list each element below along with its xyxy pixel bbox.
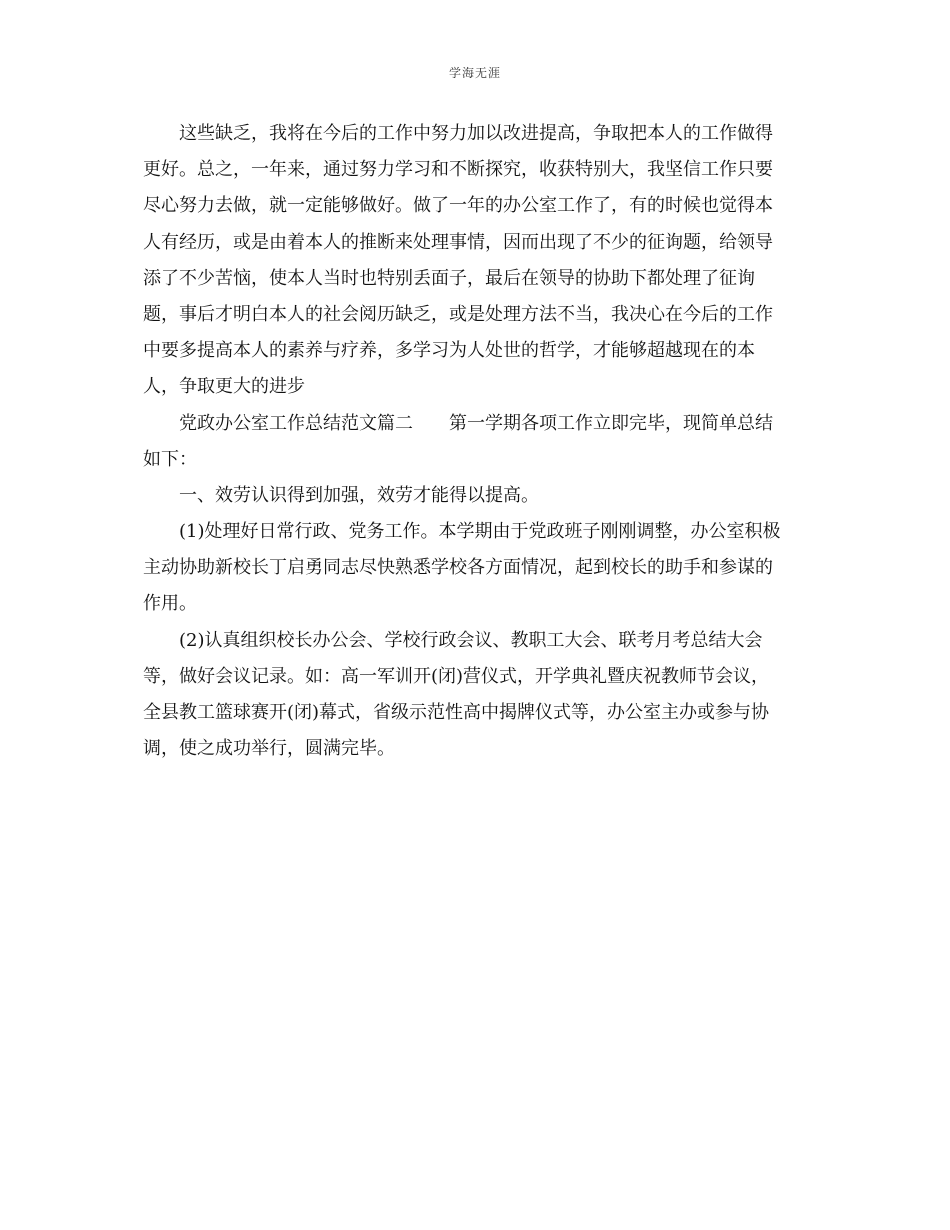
text-line: 人有经历，或是由着本人的推断来处理事情，因而出现了不少的征询题，给领导 xyxy=(143,231,773,253)
text-line: 调，使之成功举行，圆满完毕。 xyxy=(143,738,395,760)
section-heading-line: 一、效劳认识得到加强，效劳才能得以提高。 xyxy=(179,484,539,506)
text-line: 等，做好会议记录。如：高一军训开(闭)营仪式，开学典礼暨庆祝教师节会议， xyxy=(143,665,770,687)
text-line: 全县教工篮球赛开(闭)幕式，省级示范性高中揭牌仪式等，办公室主办或参与协 xyxy=(143,702,770,723)
document-body xyxy=(143,116,803,767)
text-line: 更好。总之，一年来，通过努力学习和不断探究，收获特别大，我坚信工作只要 xyxy=(143,159,773,181)
text-line: 中要多提高本人的素养与疗养，多学习为人处世的哲学，才能够超越现在的本 xyxy=(143,340,755,362)
section-heading-line: 党政办公室工作总结范文篇二 第一学期各项工作立即完毕，现简单总结 xyxy=(179,412,773,434)
text-line: 这些缺乏，我将在今后的工作中努力加以改进提高，争取把本人的工作做得 xyxy=(179,123,773,144)
text-line: (2)认真组织校长办公会、学校行政会议、教职工大会、联考月考总结大会 xyxy=(179,629,763,651)
text-line: 如下： xyxy=(143,448,197,470)
text-line: 主动协助新校长丁启勇同志尽快熟悉学校各方面情况，起到校长的助手和参谋的 xyxy=(143,557,773,579)
text-line: (1)处理好日常行政、党务工作。本学期由于党政班子刚刚调整，办公室积极 xyxy=(179,521,781,543)
text-line: 题，事后才明白本人的社会阅历缺乏，或是处理方法不当，我决心在今后的工作 xyxy=(143,303,773,325)
text-line: 作用。 xyxy=(143,593,197,615)
text-line: 尽心努力去做，就一定能够做好。做了一年的办公室工作了，有的时候也觉得本 xyxy=(143,195,773,217)
text-line: 添了不少苦恼，使本人当时也特别丢面子，最后在领导的协助下都处理了征询 xyxy=(143,267,755,289)
text-line: 人，争取更大的进步 xyxy=(143,376,305,398)
page-header: 学海无涯 xyxy=(448,66,501,80)
